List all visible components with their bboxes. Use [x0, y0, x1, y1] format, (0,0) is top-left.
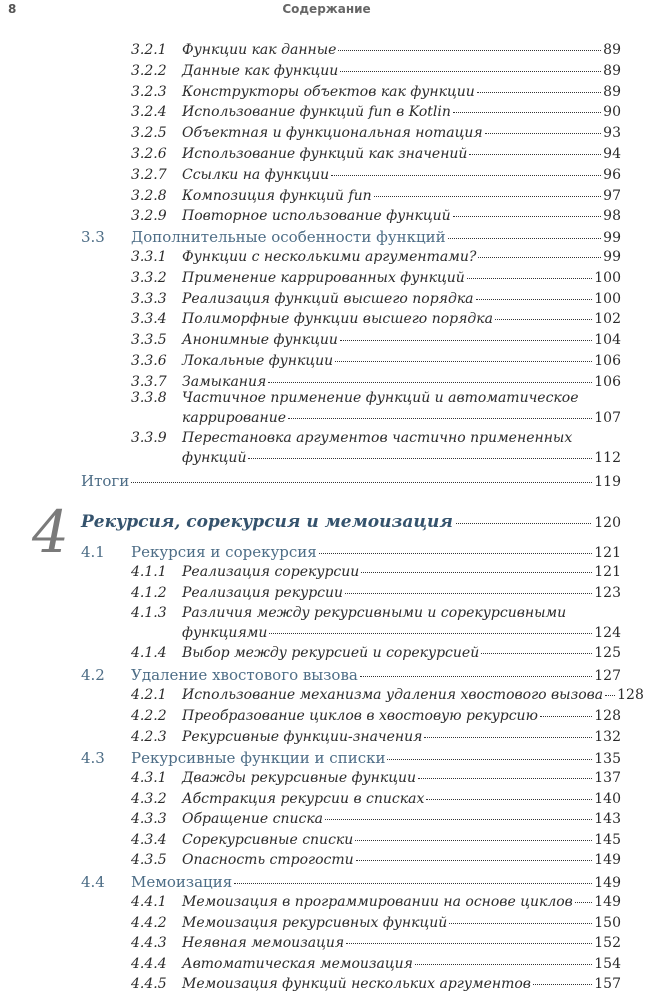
chapter-title: Рекурсия, сорекурсия и мемоизация [81, 512, 453, 532]
entry-line [182, 63, 621, 79]
section-number: 3.3 [81, 228, 105, 246]
entry-title: Мемоизация рекурсивных функций [182, 914, 448, 931]
entry-title-line2: каррирование [182, 410, 287, 426]
entry-title: Функции с несколькими аргументами? [182, 249, 477, 265]
entry-title: Применение каррированных функций [182, 269, 465, 286]
dot-leader [415, 964, 592, 965]
entry-title-line2: функциями [182, 625, 268, 641]
dot-leader [331, 175, 601, 176]
dot-leader [605, 695, 615, 696]
dot-leader [575, 902, 592, 903]
entry-line [182, 125, 621, 141]
entry-line [182, 84, 621, 100]
entry-number: 4.4.4 [131, 955, 167, 972]
dot-leader [449, 923, 592, 924]
entry-title: Автоматическая мемоизация [182, 955, 413, 972]
entry-number: 4.1.3 [131, 605, 167, 621]
entry-line [182, 332, 621, 348]
section-page: 149 [594, 875, 621, 891]
section-page: 121 [594, 545, 621, 561]
entry-line [182, 708, 621, 724]
entry-title: Реализация рекурсии [182, 584, 344, 601]
entry-line [182, 852, 621, 868]
dot-leader [131, 482, 592, 483]
entry-page: 93 [603, 125, 621, 142]
dot-leader [325, 819, 592, 820]
entry-page: 96 [603, 166, 621, 183]
entry-line [182, 935, 621, 951]
entry-title: Реализация функций высшего порядка [182, 290, 474, 307]
entry-line [182, 770, 621, 786]
entry-title: Сорекурсивные списки [182, 831, 354, 848]
entry-number: 3.2.5 [131, 125, 167, 142]
section-number: 4.1 [81, 543, 105, 561]
entry-line [182, 811, 621, 827]
dot-leader [234, 883, 592, 884]
dot-leader [478, 257, 601, 258]
entry-line [182, 564, 621, 580]
entry-number: 4.3.3 [131, 811, 167, 828]
summary-title: Итоги [81, 472, 130, 490]
dot-leader [481, 653, 592, 654]
entry-line [182, 353, 621, 369]
entry-number: 3.3.6 [131, 353, 167, 369]
section-line [131, 749, 621, 767]
entry-title-line2: функций [182, 450, 247, 466]
entry-line [182, 915, 621, 931]
entry-number: 4.4.1 [131, 894, 167, 910]
entry-page: 89 [603, 42, 621, 58]
entry-title: Использование функций fun в Kotlin [182, 104, 451, 121]
entry-page: 132 [594, 728, 621, 745]
entry-page: 100 [594, 290, 621, 307]
entry-title: Локальные функции [182, 353, 334, 369]
chapter-line [81, 512, 621, 532]
dot-leader [355, 840, 592, 841]
entry-line [182, 894, 621, 910]
section-title: Удаление хвостового вызова [131, 666, 358, 684]
entry-page: 143 [594, 811, 621, 828]
entry-line [182, 729, 621, 745]
entry-line [182, 208, 621, 224]
entry-line [182, 645, 621, 661]
entry-line [182, 146, 621, 162]
dot-leader [485, 133, 602, 134]
entry-line [182, 832, 621, 848]
entry-title: Ссылки на функции [182, 166, 330, 183]
section-page: 127 [594, 668, 621, 684]
dot-leader [387, 759, 592, 760]
entry-page: 106 [594, 373, 621, 390]
entry-title: Опасность строгости [182, 852, 354, 869]
entry-page: 98 [603, 208, 621, 225]
dot-leader [476, 299, 593, 300]
entry-number: 3.2.4 [131, 104, 167, 121]
entry-title: Использование функций как значений [182, 146, 468, 162]
entry-number: 4.4.2 [131, 914, 167, 931]
dot-leader [268, 382, 592, 383]
entry-number: 4.3.2 [131, 790, 167, 807]
entry-number: 3.3.2 [131, 269, 167, 286]
entry-number: 3.2.9 [131, 208, 167, 225]
entry-page: 149 [594, 894, 621, 910]
entry-line [182, 976, 621, 992]
entry-title: Выбор между рекурсией и сорекурсией [182, 645, 480, 661]
entry-page: 154 [594, 955, 621, 972]
entry-title: Использование механизма удаления хвостового вызова [182, 687, 604, 703]
entry-page: 137 [594, 770, 621, 786]
entry-number: 4.3.1 [131, 770, 167, 786]
entry-line [182, 791, 621, 807]
entry-page: 150 [594, 914, 621, 931]
entry-number: 3.2.2 [131, 62, 167, 79]
entry-line [182, 249, 621, 265]
entry-line [182, 687, 644, 703]
entry-page: 90 [603, 104, 621, 121]
dot-leader [453, 112, 601, 113]
entry-title: Повторное использование функций [182, 208, 451, 225]
entry-line [182, 956, 621, 972]
entry-page: 140 [594, 790, 621, 807]
section-page: 135 [594, 751, 621, 767]
entry-title: Замыкания [182, 373, 267, 390]
section-title: Рекурсивные функции и списки [131, 749, 386, 767]
dot-leader [288, 418, 592, 419]
entry-number: 4.4.3 [131, 935, 167, 952]
entry-line [182, 104, 621, 120]
entry-title: Композиция функций fun [182, 187, 372, 204]
entry-number: 3.3.4 [131, 311, 167, 328]
entry-page: 128 [594, 707, 621, 724]
entry-line [182, 42, 621, 58]
dot-leader [469, 154, 601, 155]
entry-title: Данные как функции [182, 62, 339, 79]
dot-leader [495, 319, 592, 320]
dot-leader [374, 196, 602, 197]
entry-page: 89 [603, 62, 621, 79]
entry-number: 3.3.7 [131, 373, 167, 390]
entry-number: 3.2.7 [131, 166, 167, 183]
entry-title-line1: Перестановка аргументов частично примененных [182, 430, 573, 446]
entry-page: 124 [594, 625, 621, 641]
entry-page: 94 [603, 146, 621, 162]
entry-title: Дважды рекурсивные функции [182, 770, 417, 786]
entry-title: Объектная и функциональная нотация [182, 125, 483, 142]
entry-title: Реализация сорекурсии [182, 564, 360, 580]
summary-line [81, 472, 621, 490]
entry-number: 3.3.9 [131, 430, 167, 446]
dot-leader [426, 799, 592, 800]
entry-title: Полиморфные функции высшего порядка [182, 311, 493, 328]
section-line [131, 873, 621, 891]
entry-page: 128 [617, 687, 644, 703]
entry-title-line1: Частичное применение функций и автоматическое [182, 390, 579, 406]
entry-number: 3.2.1 [131, 42, 167, 58]
section-title: Мемоизация [131, 873, 233, 891]
entry-number: 4.2.1 [131, 687, 167, 703]
section-number: 4.4 [81, 873, 105, 891]
section-line [131, 543, 621, 561]
dot-leader [346, 943, 592, 944]
dot-leader [360, 676, 592, 677]
entry-number: 3.2.6 [131, 146, 167, 162]
dot-leader [361, 572, 592, 573]
entry-line [182, 311, 621, 327]
entry-page: 121 [594, 564, 621, 580]
dot-leader [533, 984, 592, 985]
entry-number: 3.3.8 [131, 390, 167, 406]
entry-line [182, 374, 621, 390]
entry-page: 149 [594, 852, 621, 869]
dot-leader [319, 553, 593, 554]
entry-number: 4.2.3 [131, 728, 167, 745]
dot-leader [338, 50, 601, 51]
entry-number: 3.2.8 [131, 187, 167, 204]
dot-leader [356, 860, 593, 861]
dot-leader [269, 633, 592, 634]
entry-number: 4.3.4 [131, 831, 167, 848]
entry-number: 3.3.3 [131, 290, 167, 307]
section-line [131, 228, 621, 246]
page-number: 8 [8, 2, 17, 16]
entry-page: 125 [594, 645, 621, 661]
entry-number: 4.1.1 [131, 564, 167, 580]
dot-leader [335, 361, 592, 362]
entry-page: 145 [594, 831, 621, 848]
entry-line [182, 410, 621, 426]
dot-leader [456, 523, 591, 524]
section-page: 99 [603, 230, 621, 246]
summary-page: 119 [594, 474, 621, 490]
dot-leader [340, 71, 601, 72]
entry-number: 3.3.1 [131, 249, 167, 265]
dot-leader [248, 458, 592, 459]
entry-page: 152 [594, 935, 621, 952]
running-title: Содержание [282, 2, 371, 16]
entry-line [182, 291, 621, 307]
dot-leader [453, 216, 601, 217]
entry-page: 123 [594, 584, 621, 601]
entry-page: 107 [594, 410, 621, 426]
entry-number: 4.1.4 [131, 645, 167, 661]
entry-line [182, 188, 621, 204]
entry-page: 112 [594, 450, 621, 466]
entry-number: 4.1.2 [131, 584, 167, 601]
dot-leader [477, 92, 601, 93]
entry-page: 102 [594, 311, 621, 328]
entry-page: 104 [594, 332, 621, 349]
dot-leader [340, 340, 592, 341]
entry-page: 97 [603, 187, 621, 204]
dot-leader [418, 778, 592, 779]
section-number: 4.3 [81, 749, 105, 767]
entry-title: Абстракция рекурсии в списках [182, 790, 425, 807]
entry-page: 99 [603, 249, 621, 265]
entry-title: Мемоизация в программировании на основе циклов [182, 894, 573, 910]
entry-page: 157 [594, 976, 621, 993]
section-title: Дополнительные особенности функций [131, 228, 446, 246]
dot-leader [345, 593, 592, 594]
section-number: 4.2 [81, 666, 105, 684]
entry-title: Функции как данные [182, 42, 337, 58]
dot-leader [467, 278, 593, 279]
entry-number: 3.2.3 [131, 83, 167, 100]
entry-number: 4.3.5 [131, 852, 167, 869]
section-line [131, 666, 621, 684]
entry-number: 4.2.2 [131, 707, 167, 724]
entry-title: Анонимные функции [182, 332, 338, 349]
chapter-page: 120 [594, 515, 621, 531]
entry-title: Преобразование циклов в хвостовую рекурсию [182, 707, 538, 724]
entry-line [182, 450, 621, 466]
entry-title: Мемоизация функций нескольких аргументов [182, 976, 531, 993]
running-header [0, 0, 653, 22]
dot-leader [424, 737, 592, 738]
entry-title: Неявная мемоизация [182, 935, 345, 952]
entry-page: 89 [603, 83, 621, 100]
dot-leader [540, 716, 592, 717]
dot-leader [448, 238, 602, 239]
entry-title: Обращение списка [182, 811, 324, 828]
entry-line [182, 585, 621, 601]
entry-title-line1: Различия между рекурсивными и сорекурсивными [182, 605, 567, 621]
chapter-number: 4 [32, 498, 69, 566]
entry-page: 100 [594, 269, 621, 286]
entry-title: Рекурсивные функции-значения [182, 728, 423, 745]
entry-page: 106 [594, 353, 621, 369]
entry-number: 4.4.5 [131, 976, 167, 993]
entry-title: Конструкторы объектов как функции [182, 83, 475, 100]
entry-line [182, 625, 621, 641]
entry-number: 3.3.5 [131, 332, 167, 349]
entry-line [182, 270, 621, 286]
entry-line [182, 167, 621, 183]
section-title: Рекурсия и сорекурсия [131, 543, 317, 561]
